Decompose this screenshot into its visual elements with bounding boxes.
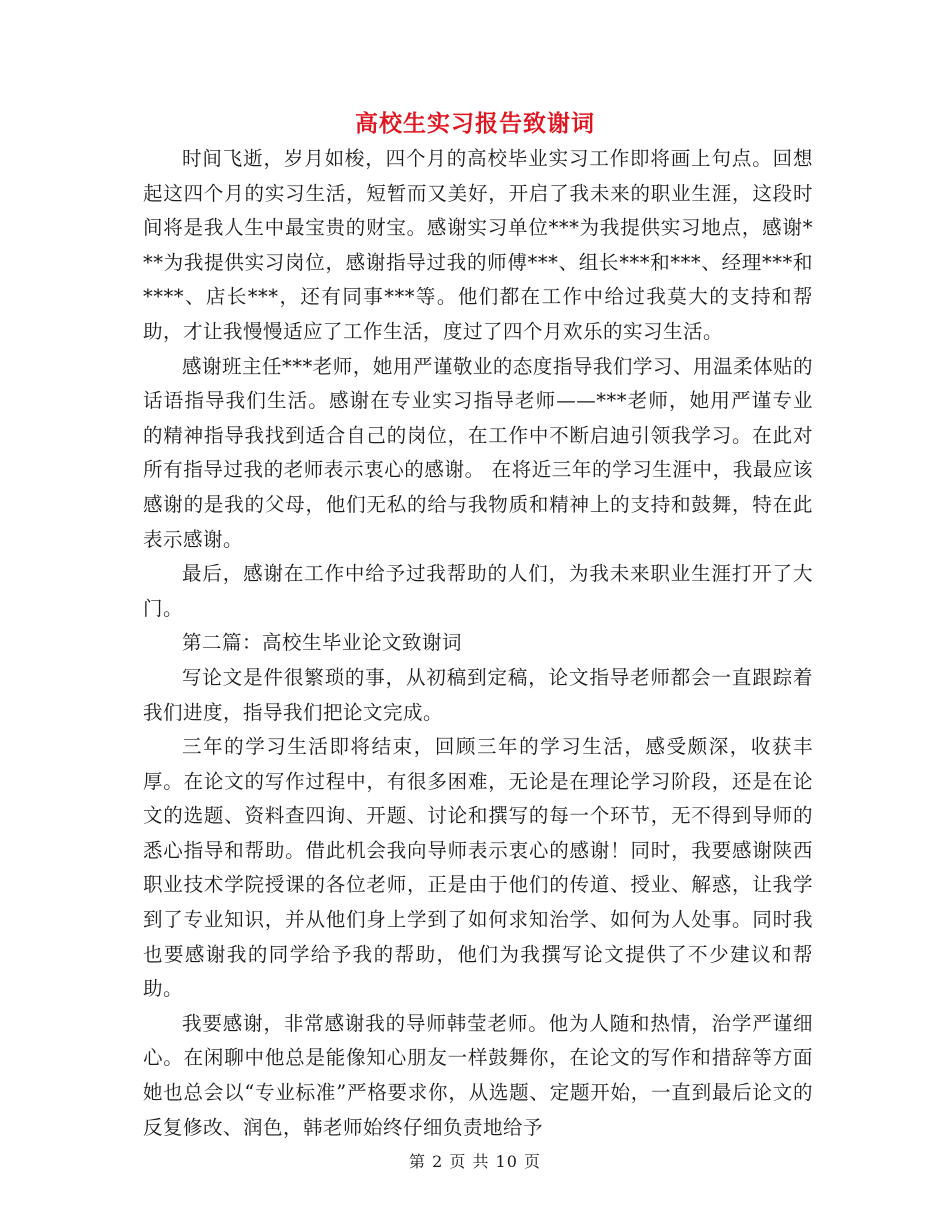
page-footer: 第 2 页 共 10 页	[409, 1152, 541, 1171]
paragraph-6: 我要感谢，非常感谢我的导师韩莹老师。他为人随和热情，治学严谨细心。在闲聊中他总是能像知心朋友一样鼓舞你，在论文的写作和措辞等方面她也总会以“专业标准”严格要求你，从选题、定题开始，一直到最后论文的反复修改、润色，韩老师始终仔细负责地给予	[143, 1011, 813, 1139]
document-title: 高校生实习报告致谢词	[355, 110, 595, 137]
section-heading-2: 第二篇：高校生毕业论文致谢词	[182, 631, 463, 655]
paragraph-1: 时间飞逝，岁月如梭，四个月的高校毕业实习工作即将画上句点。回想起这四个月的实习生活，短暂而又美好，开启了我未来的职业生涯，这段时间将是我人生中最宝贵的财宝。感谢实习单位***为我提供实习地点，感谢***为我提供实习岗位，感谢指导过我的师傅***、组长***和***、经理***和****、店长***，还有同事***等。他们都在工作中给过我莫大的支持和帮助，才让我慢慢适应了工作生活，度过了四个月欢乐的实习生活。	[143, 147, 813, 343]
paragraph-3: 最后，感谢在工作中给予过我帮助的人们，为我未来职业生涯打开了大门。	[143, 562, 813, 620]
paragraph-4: 写论文是件很繁琐的事，从初稿到定稿，论文指导老师都会一直跟踪着我们进度，指导我们把论文完成。	[143, 665, 813, 724]
document-body	[143, 142, 813, 1145]
paragraph-5: 三年的学习生活即将结束，回顾三年的学习生活，感受颇深，收获丰厚。在论文的写作过程中，有很多困难，无论是在理论学习阶段，还是在论文的选题、资料查四询、开题、讨论和撰写的每一个环节，无不得到导师的悉心指导和帮助。借此机会我向导师表示衷心的感谢！同时，我要感谢陕西职业技术学院授课的各位老师，正是由于他们的传道、授业、解惑，让我学到了专业知识，并从他们身上学到了如何求知治学、如何为人处事。同时我也要感谢我的同学给予我的帮助，他们为我撰写论文提供了不少建议和帮助。	[143, 735, 813, 1001]
paragraph-2: 感谢班主任***老师，她用严谨敬业的态度指导我们学习、用温柔体贴的话语指导我们生活。感谢在专业实习指导老师——***老师，她用严谨专业的精神指导我找到适合自己的岗位，在工作中不断启迪引领我学习。在此对所有指导过我的老师表示衷心的感谢。 在将近三年的学习生涯中，我最应该感谢的是我的父母，他们无私的给与我物质和精神上的支持和鼓舞，特在此表示感谢。	[143, 354, 813, 551]
